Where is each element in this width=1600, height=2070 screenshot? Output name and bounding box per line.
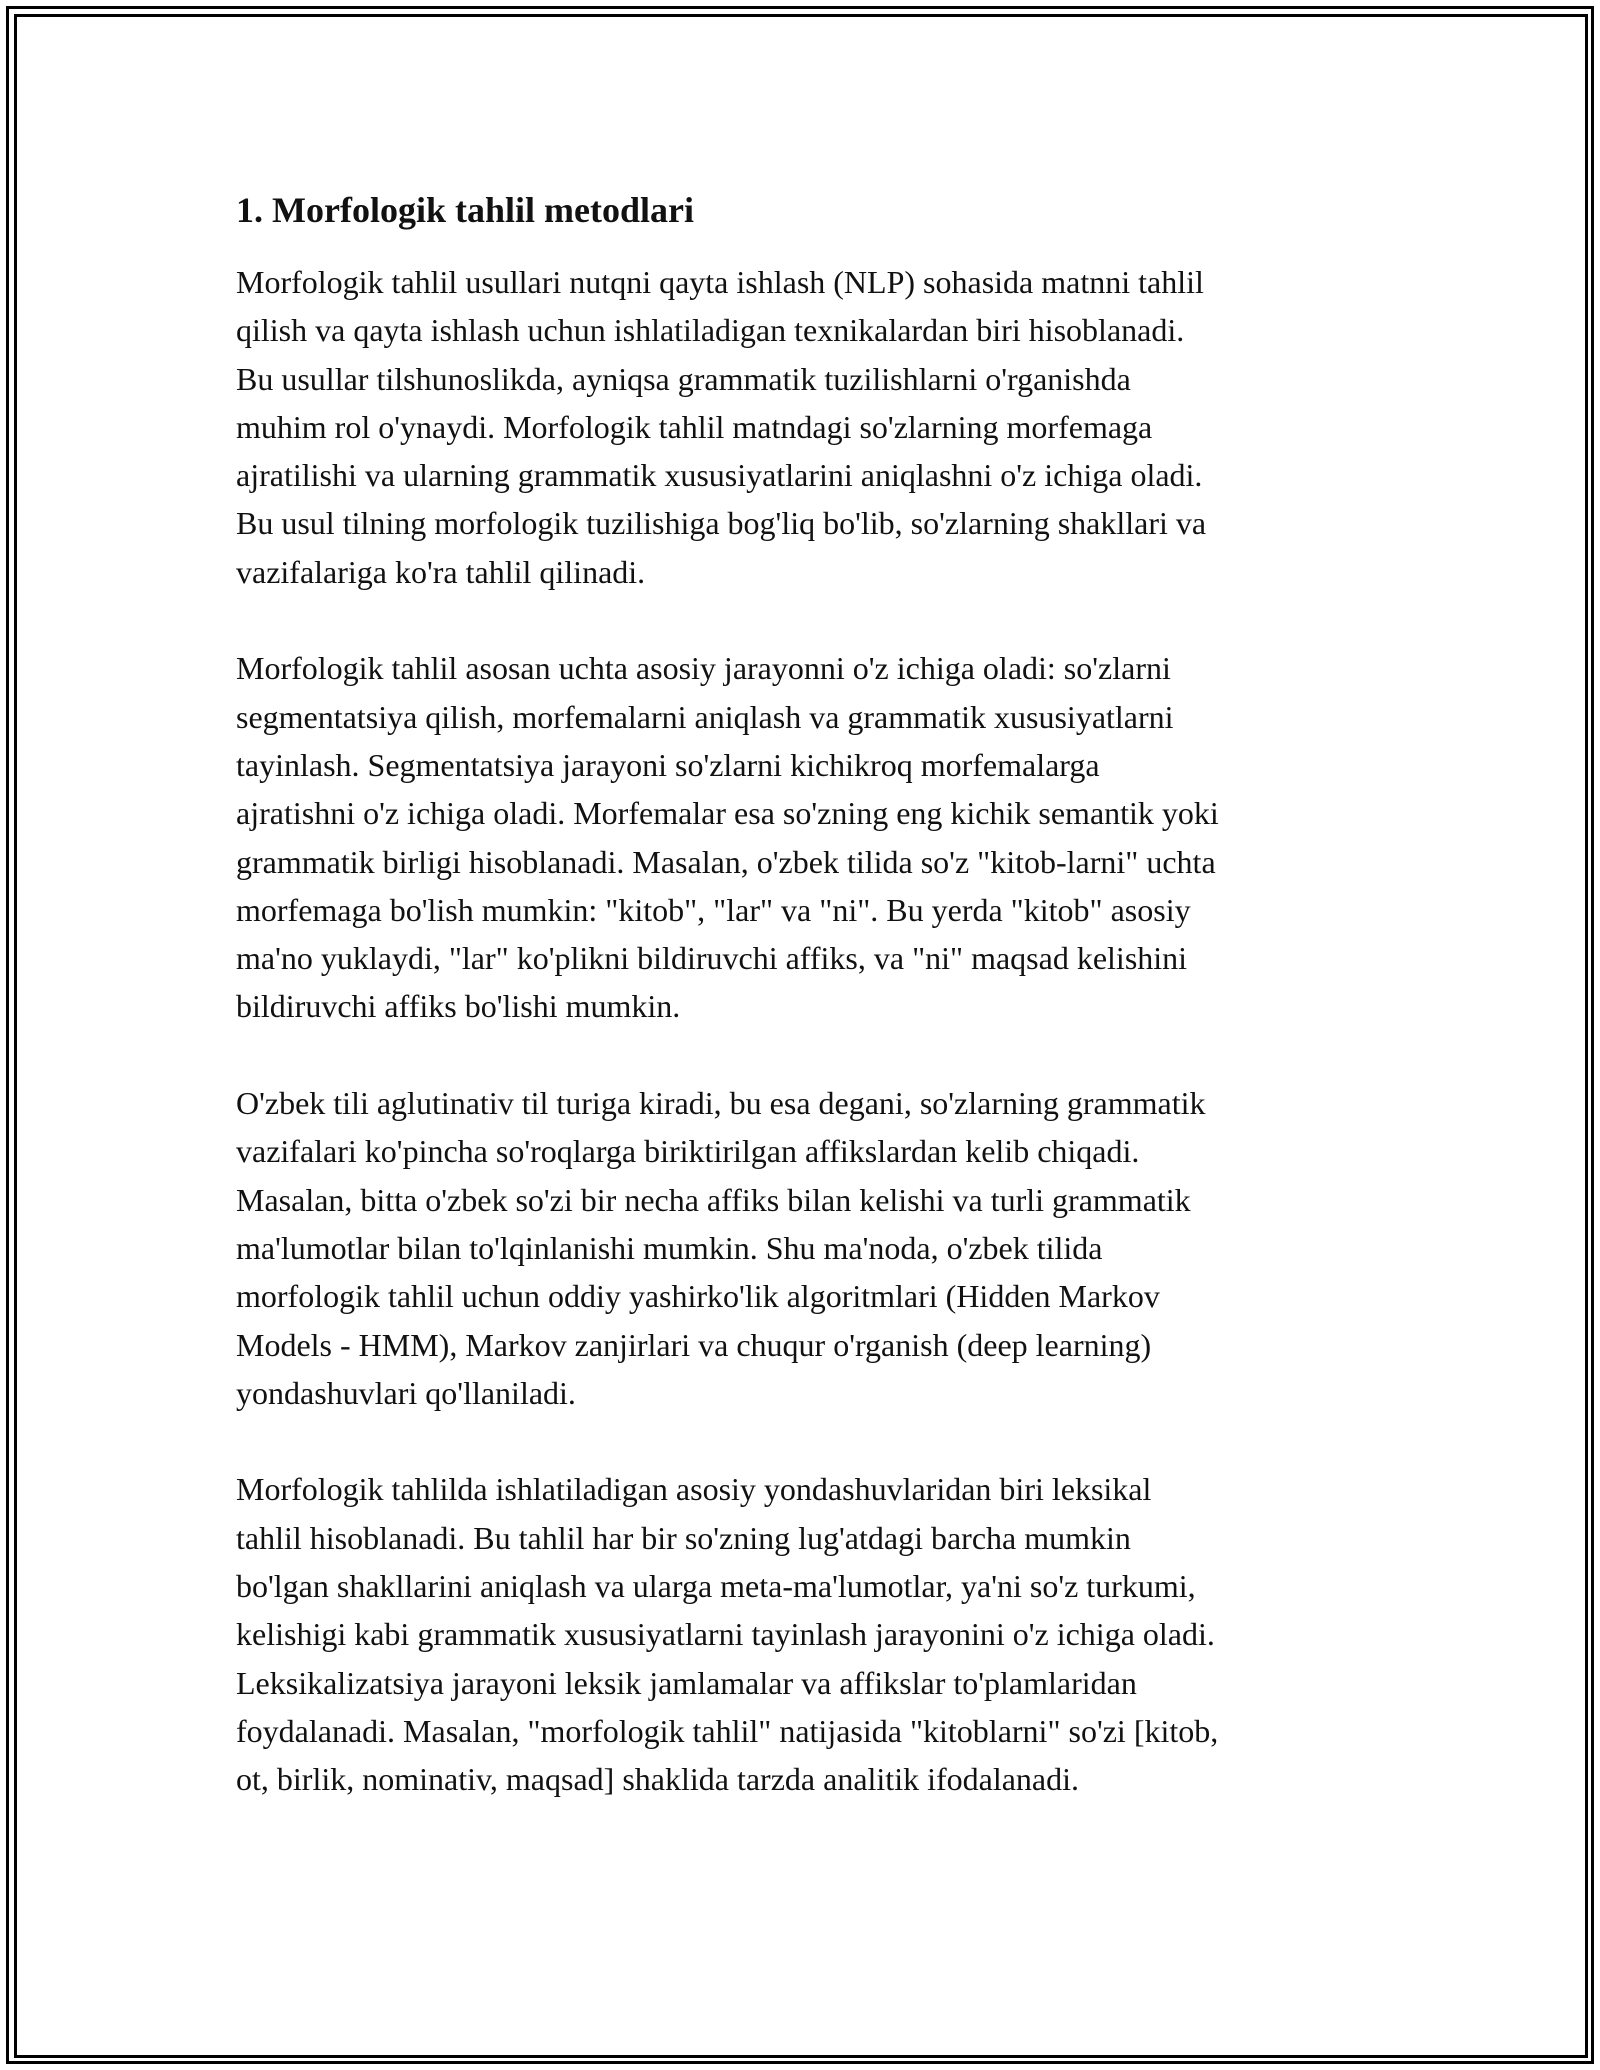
paragraph-line: ajratilishi va ularning grammatik xususiyatlarini aniqlashni o'z ichiga oladi. — [236, 457, 1203, 494]
paragraph-line: tayinlash. Segmentatsiya jarayoni so'zlarni kichikroq morfemalarga — [236, 746, 1100, 783]
paragraph-line: Masalan, bitta o'zbek so'zi bir necha affiks bilan kelishi va turli grammatik — [236, 1181, 1191, 1218]
paragraph-1 — [236, 258, 1366, 596]
paragraph-line: Bu usullar tilshunoslikda, ayniqsa grammatik tuzilishlarni o'rganishda — [236, 360, 1131, 397]
paragraph-line: ajratishni o'z ichiga oladi. Morfemalar esa so'zning eng kichik semantik yoki — [236, 795, 1219, 832]
paragraph-line: Morfologik tahlil asosan uchta asosiy jarayonni o'z ichiga oladi: so'zlarni — [236, 650, 1171, 687]
paragraph-line: Models - HMM), Markov zanjirlari va chuqur o'rganish (deep learning) — [236, 1326, 1152, 1363]
paragraph-line: O'zbek tili aglutinativ til turiga kiradi, bu esa degani, so'zlarning grammatik — [236, 1085, 1206, 1122]
paragraph-line: Morfologik tahlil usullari nutqni qayta ishlash (NLP) sohasida matnni tahlil — [236, 264, 1204, 300]
paragraph-line: ot, birlik, nominativ, maqsad] shaklida tarzda analitik ifodalanadi. — [236, 1761, 1080, 1798]
paragraph-line: muhim rol o'ynaydi. Morfologik tahlil matndagi so'zlarning morfemaga — [236, 408, 1153, 445]
paragraph-4 — [236, 1465, 1366, 1803]
paragraph-3 — [236, 1079, 1366, 1417]
paragraph-line: Morfologik tahlilda ishlatiladigan asosiy yondashuvlaridan biri leksikal — [236, 1471, 1152, 1508]
paragraph-2 — [236, 644, 1366, 1030]
paragraph-line: qilish va qayta ishlash uchun ishlatiladigan texnikalardan biri hisoblanadi. — [236, 312, 1185, 349]
paragraph-line: foydalanadi. Masalan, "morfologik tahlil" natijasida "kitoblarni" so'zi [kitob, — [236, 1712, 1219, 1749]
document-body — [236, 186, 1366, 1852]
paragraph-line: Bu usul tilning morfologik tuzilishiga bog'liq bo'lib, so'zlarning shakllari va — [236, 505, 1207, 542]
paragraph-line: segmentatsiya qilish, morfemalarni aniqlash va grammatik xususiyatlarni — [236, 698, 1174, 735]
paragraph-line: ma'no yuklaydi, "lar" ko'plikni bildiruvchi affiks, va "ni" maqsad kelishini — [236, 940, 1188, 977]
paragraph-line: tahlil hisoblanadi. Bu tahlil har bir so'zning lug'atdagi barcha mumkin — [236, 1519, 1131, 1556]
paragraph-line: bo'lgan shakllarini aniqlash va ularga meta-ma'lumotlar, ya'ni so'z turkumi, — [236, 1568, 1196, 1605]
section-heading: 1. Morfologik tahlil metodlari — [236, 190, 694, 230]
paragraph-line: morfemaga bo'lish mumkin: "kitob", "lar" va "ni". Bu yerda "kitob" asosiy — [236, 891, 1191, 928]
paragraph-line: kelishigi kabi grammatik xususiyatlarni tayinlash jarayonini o'z ichiga oladi. — [236, 1616, 1215, 1653]
paragraph-line: morfologik tahlil uchun oddiy yashirko'lik algoritmlari (Hidden Markov — [236, 1278, 1160, 1315]
paragraph-line: vazifalari ko'pincha so'roqlarga biriktirilgan affikslardan kelib chiqadi. — [236, 1133, 1140, 1170]
paragraph-line: vazifalariga ko'ra tahlil qilinadi. — [236, 553, 646, 590]
paragraph-line: bildiruvchi affiks bo'lishi mumkin. — [236, 988, 681, 1025]
paragraph-line: yondashuvlari qo'llaniladi. — [236, 1374, 576, 1411]
paragraph-line: Leksikalizatsiya jarayoni leksik jamlamalar va affikslar to'plamlaridan — [236, 1664, 1137, 1701]
paragraph-line: grammatik birligi hisoblanadi. Masalan, o'zbek tilida so'z "kitob-larni" uchta — [236, 843, 1216, 880]
paragraph-line: ma'lumotlar bilan to'lqinlanishi mumkin. Shu ma'noda, o'zbek tilida — [236, 1229, 1103, 1266]
